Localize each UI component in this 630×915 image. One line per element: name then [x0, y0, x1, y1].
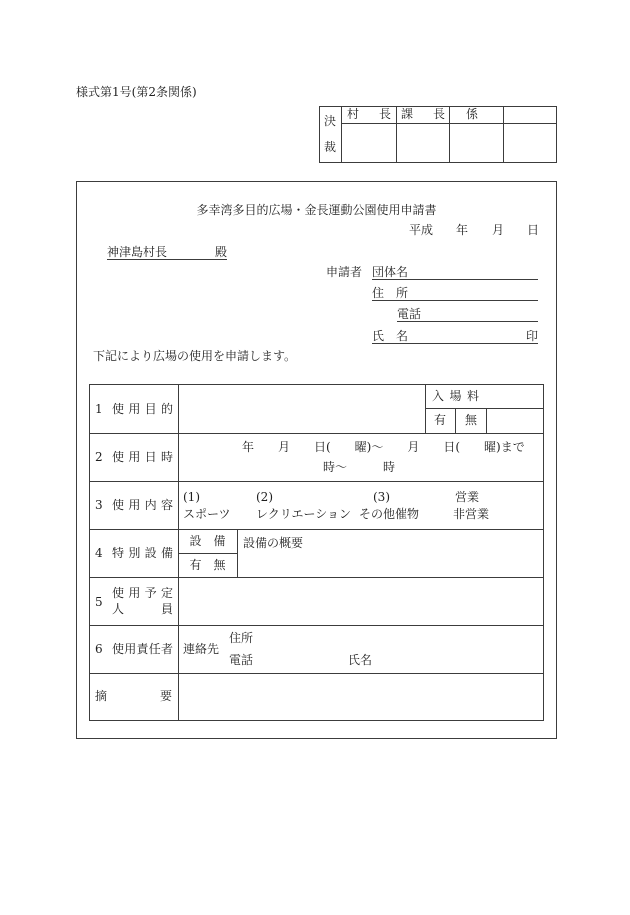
row-number: 2: [95, 450, 103, 464]
table-row-divider: [89, 577, 543, 578]
row-label-expected-attendance-line2: 人 員: [112, 602, 173, 616]
content-option-other-event: その他催物: [359, 507, 420, 521]
content-option-number: (2): [256, 490, 273, 504]
equipment-divider: [237, 529, 238, 577]
row-number: 5: [95, 595, 103, 609]
contact-name-label: 氏名: [348, 653, 373, 667]
equipment-presence: 有 無: [189, 558, 226, 572]
address-field-line: [372, 300, 538, 301]
admission-fee-no: 無: [464, 413, 477, 427]
organization-field-line: [372, 279, 538, 280]
approval-header-mayor: 村 長: [346, 107, 395, 121]
row-label-equipment: 特 別 設 備: [112, 546, 173, 560]
equipment-header: 設 備: [189, 534, 226, 548]
equipment-overview-label: 設備の概要: [243, 536, 304, 550]
table-row-divider: [89, 529, 543, 530]
name-field-line: [372, 343, 538, 344]
phone-label: 電話: [397, 307, 422, 321]
admission-fee-divider: [486, 408, 487, 433]
row-label-purpose: 使 用 目 的: [112, 402, 173, 416]
schedule-date-range: 年 月 日( 曜)〜 月 日( 曜)まで: [242, 440, 525, 454]
approval-side-label-bottom: 裁: [323, 140, 336, 154]
contact-label: 連絡先: [183, 642, 220, 656]
content-option-number: (3): [373, 490, 390, 504]
date-month-label: 月: [492, 223, 505, 237]
row-label-expected-attendance: 使 用 予 定: [112, 586, 173, 600]
content-option-number: (1): [183, 490, 200, 504]
contact-phone-label: 電話: [229, 653, 254, 667]
row-label-datetime: 使 用 日 時: [112, 450, 173, 464]
form-title: 多幸湾多目的広場・金長運動公園使用申請書: [196, 203, 437, 217]
date-day-label: 日: [527, 223, 540, 237]
non-commercial-option: 非営業: [453, 507, 490, 521]
row-number: 4: [95, 546, 103, 560]
row-number: 6: [95, 642, 103, 656]
date-year-label: 年: [456, 223, 469, 237]
addressee: 神津島村長 殿: [107, 245, 228, 259]
date-era: 平成: [409, 223, 434, 237]
row-label-content: 使 用 内 容: [112, 498, 173, 512]
schedule-time-range: 時〜 時: [323, 460, 396, 474]
address-label: 住 所: [372, 286, 409, 300]
contact-address-label: 住所: [229, 631, 254, 645]
admission-fee-yes: 有: [433, 413, 446, 427]
name-label: 氏 名: [372, 329, 409, 343]
table-row-divider: [89, 433, 543, 434]
request-statement: 下記により広場の使用を申請します。: [93, 349, 297, 363]
admission-fee-divider: [425, 408, 543, 409]
label-column-divider: [178, 384, 179, 720]
applicant-label: 申請者: [326, 265, 363, 279]
equipment-divider: [178, 553, 237, 554]
approval-header-divider: [341, 123, 556, 124]
organization-label: 団体名: [372, 265, 409, 279]
table-row-divider: [89, 673, 543, 674]
row-label-remarks: 摘 要: [95, 689, 172, 703]
table-row-divider: [89, 625, 543, 626]
approval-header-staff: 係: [465, 107, 478, 121]
form-number: 様式第1号(第2条関係): [76, 85, 197, 99]
row-label-responsible-person: 使用責任者: [112, 642, 173, 656]
commercial-option: 営業: [455, 490, 480, 504]
admission-fee-label: 入 場 料: [432, 389, 479, 403]
approval-side-label-top: 決: [323, 114, 336, 128]
approval-header-section-chief: 課 長: [401, 107, 450, 121]
approval-divider: [503, 106, 504, 162]
seal-mark: 印: [526, 329, 539, 343]
row-number: 3: [95, 498, 103, 512]
phone-field-line: [397, 321, 538, 322]
content-option-sports: スポーツ: [183, 507, 231, 521]
table-row-divider: [89, 481, 543, 482]
row-number: 1: [95, 402, 103, 416]
content-option-recreation: レクリエーション: [256, 507, 352, 521]
